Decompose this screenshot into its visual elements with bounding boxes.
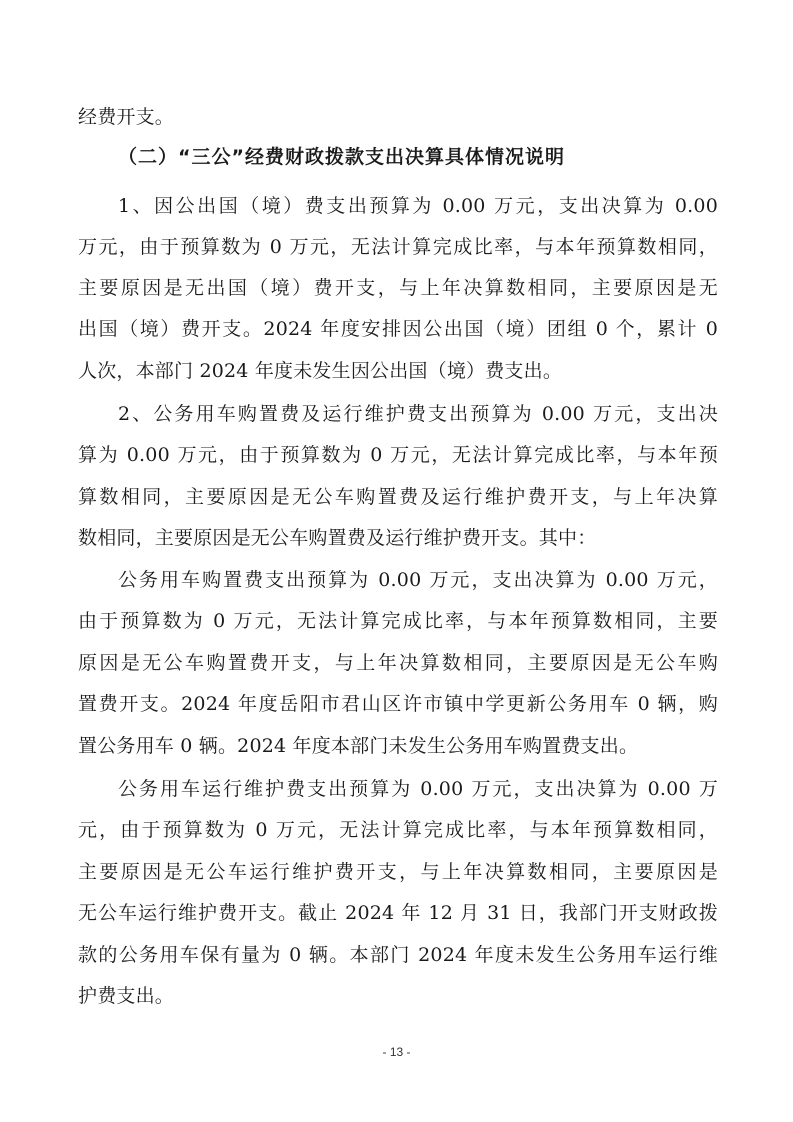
text-line: 原因是无公车购置费开支，与上年决算数相同，主要原因是无公车购: [78, 652, 718, 674]
text-line: 由于预算数为 0 万元，无法计算完成比率，与本年预算数相同，主要: [78, 610, 718, 632]
text-line: 万元，由于预算数为 0 万元，无法计算完成比率，与本年预算数相同，: [78, 236, 718, 258]
text-line: 款的公务用车保有量为 0 辆。本部门 2024 年度未发生公务用车运行维: [78, 944, 718, 966]
text-line: 1、因公出国（境）费支出预算为 0.00 万元，支出决算为 0.00: [118, 195, 718, 217]
text-line: 经费开支。: [78, 106, 175, 128]
text-line: 算为 0.00 万元，由于预算数为 0 万元，无法计算完成比率，与本年预: [78, 444, 718, 466]
text-line: 置费开支。2024 年度岳阳市君山区许市镇中学更新公务用车 0 辆，购: [78, 693, 718, 715]
text-line: 主要原因是无公车运行维护费开支，与上年决算数相同，主要原因是: [78, 861, 718, 883]
section-heading: （二）“三公”经费财政拨款支出决算具体情况说明: [118, 146, 565, 168]
text-line: 护费支出。: [78, 985, 175, 1007]
text-line: 2、公务用车购置费及运行维护费支出预算为 0.00 万元，支出决: [118, 403, 718, 425]
text-line: 置公务用车 0 辆。2024 年度本部门未发生公务用车购置费支出。: [78, 735, 639, 757]
text-line: 算数相同，主要原因是无公车购置费及运行维护费开支，与上年决算: [78, 486, 718, 508]
text-line: 公务用车运行维护费支出预算为 0.00 万元，支出决算为 0.00 万: [118, 778, 718, 800]
text-line: 元，由于预算数为 0 万元，无法计算完成比率，与本年预算数相同，: [78, 819, 718, 841]
text-line: 数相同，主要原因是无公车购置费及运行维护费开支。其中：: [78, 527, 597, 549]
page-number: - 13 -: [382, 1045, 411, 1059]
text-line: 出国（境）费开支。2024 年度安排因公出国（境）团组 0 个，累计 0: [78, 318, 718, 340]
text-line: 无公车运行维护费开支。截止 2024 年 12 月 31 日，我部门开支财政拨: [78, 902, 718, 924]
text-line: 人次，本部门 2024 年度未发生因公出国（境）费支出。: [78, 360, 563, 382]
text-line: 主要原因是无出国（境）费开支，与上年决算数相同，主要原因是无: [78, 277, 718, 299]
text-line: 公务用车购置费支出预算为 0.00 万元，支出决算为 0.00 万元，: [118, 569, 718, 591]
